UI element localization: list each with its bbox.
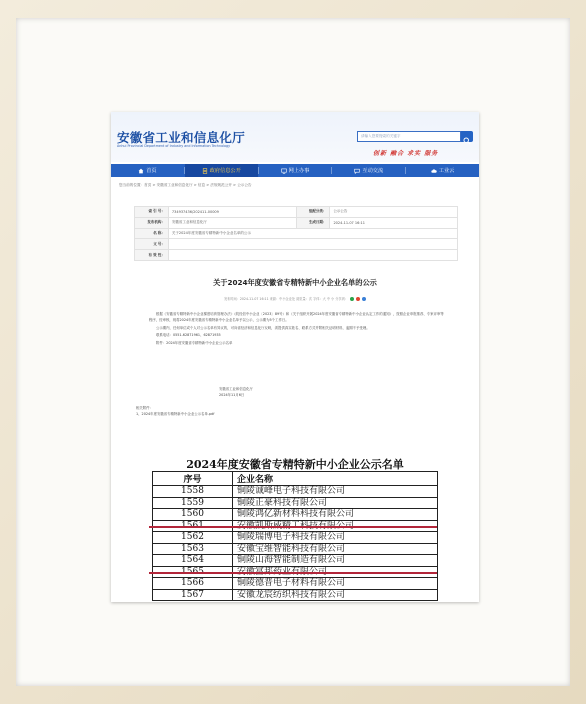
company-name: 铜陵鸿亿新材料科技有限公司 bbox=[233, 509, 438, 521]
list-title: 2024年度安徽省专精特新中小企业公示名单 bbox=[186, 458, 404, 471]
signoff bbox=[219, 386, 253, 398]
search-input[interactable]: 请输入您要搜索的关键字 bbox=[357, 131, 461, 142]
nav-item-industry-cloud[interactable] bbox=[406, 164, 479, 177]
company-name: 安徽龙宸纺织科技有限公司 bbox=[233, 589, 438, 601]
column-header: 企业名称 bbox=[233, 472, 438, 486]
info-table bbox=[134, 206, 458, 261]
monitor-icon bbox=[281, 168, 287, 174]
document-meta bbox=[111, 296, 479, 301]
site-slogan: 创新 融合 求实 服务 bbox=[373, 150, 439, 157]
company-name: 铜陵瑞博电子科技有限公司 bbox=[233, 532, 438, 544]
table-row bbox=[153, 532, 438, 544]
meta-text: 发布时间：2024-11-07 16:11 来源：中小企业处 浏览量：次 字体：大 中 小 分享到： bbox=[223, 297, 348, 301]
info-value: 公示公告 bbox=[330, 207, 458, 218]
company-name: 安徽宝维智能科技有限公司 bbox=[233, 543, 438, 555]
site-subtitle: Anhui Provincial Department of Industry and Information Technology bbox=[117, 144, 231, 148]
signoff-org: 安徽省工业和信息化厅 bbox=[219, 387, 253, 391]
info-value bbox=[168, 250, 457, 261]
nav-label: 首页 bbox=[146, 168, 157, 174]
company-name: 铜陵德普电子材料有限公司 bbox=[233, 578, 438, 590]
breadcrumb[interactable]: 您当前的位置：首页 > 安徽省工业和信息化厅 > 信息 > 法规规范公开 > 公示公告 bbox=[119, 183, 252, 187]
row-number: 1566 bbox=[153, 578, 233, 590]
info-label: 索 引 号： bbox=[135, 207, 169, 218]
document-body bbox=[149, 311, 445, 347]
nav-item-interaction[interactable] bbox=[332, 164, 405, 177]
info-value: 安徽省工业和信息化厅 bbox=[168, 217, 296, 228]
search-icon bbox=[463, 137, 471, 145]
row-number: 1563 bbox=[153, 543, 233, 555]
company-list-zoom bbox=[111, 452, 479, 602]
info-value: 2024-11-07 16:11 bbox=[330, 217, 458, 228]
main-nav bbox=[111, 164, 479, 177]
info-label: 文 号： bbox=[135, 239, 169, 250]
table-header-row bbox=[153, 472, 438, 486]
site-title[interactable]: 安徽省工业和信息化厅 bbox=[117, 130, 246, 145]
document-icon bbox=[202, 168, 208, 174]
info-value: 734937436/202411-00009 bbox=[168, 207, 296, 218]
nav-label: 政府信息公开 bbox=[209, 168, 241, 174]
info-label: 生成日期： bbox=[296, 217, 330, 228]
nav-item-online-service[interactable] bbox=[259, 164, 332, 177]
table-row bbox=[153, 555, 438, 567]
attachments bbox=[136, 405, 214, 417]
share-qq-icon[interactable] bbox=[362, 297, 366, 301]
attachments-label: 相关附件： bbox=[136, 406, 153, 410]
info-label: 组配分类： bbox=[296, 207, 330, 218]
attachment-link[interactable]: 1、2024年度安徽省专精特新中小企业公示名单.pdf bbox=[136, 412, 215, 416]
nav-label: 网上办事 bbox=[288, 168, 310, 174]
row-number: 1560 bbox=[153, 509, 233, 521]
share-wechat-icon[interactable] bbox=[350, 297, 354, 301]
nav-item-home[interactable] bbox=[111, 164, 184, 177]
table-row bbox=[153, 497, 438, 509]
info-label: 名 称： bbox=[135, 228, 169, 239]
company-name: 铜陵正豪科技有限公司 bbox=[233, 497, 438, 509]
info-value bbox=[168, 239, 457, 250]
printed-page bbox=[111, 112, 479, 602]
body-paragraph: 公示期内，任何单位或个人对公示名单有异议的，可向省经济和信息化厅反映，须提供真实姓名、联系方式并附相关证明材料，逾期不予受理。 bbox=[156, 325, 370, 330]
nav-item-gov-info[interactable] bbox=[185, 164, 258, 177]
info-label: 发布机构： bbox=[135, 217, 169, 228]
table-row bbox=[153, 589, 438, 601]
info-label: 有 效 性： bbox=[135, 250, 169, 261]
cloud-icon bbox=[431, 168, 437, 174]
row-number: 1564 bbox=[153, 555, 233, 567]
nav-label: 工业云 bbox=[438, 168, 455, 174]
document-title: 关于2024年度安徽省专精特新中小企业名单的公示 bbox=[213, 278, 377, 287]
highlight-underline bbox=[149, 572, 437, 574]
highlight-underline bbox=[149, 526, 437, 528]
body-paragraph: 联系电话：0551-62871961、62871935 bbox=[156, 333, 221, 338]
nav-label: 互动交流 bbox=[362, 168, 384, 174]
company-name: 铜陵山海智能制造有限公司 bbox=[233, 555, 438, 567]
table-row bbox=[153, 578, 438, 590]
table-row bbox=[153, 543, 438, 555]
info-value: 关于2024年度安徽省专精特新中小企业名单的公示 bbox=[168, 228, 457, 239]
attachment-note: 附件：2024年度安徽省专精特新中小企业公示名单 bbox=[156, 340, 233, 345]
table-row bbox=[153, 486, 438, 498]
chat-icon bbox=[354, 168, 360, 174]
company-table bbox=[152, 471, 438, 601]
site-header bbox=[111, 112, 479, 162]
row-number: 1559 bbox=[153, 497, 233, 509]
table-row bbox=[153, 509, 438, 521]
row-number: 1567 bbox=[153, 589, 233, 601]
company-name: 铜陵诚峰电子科技有限公司 bbox=[233, 486, 438, 498]
body-paragraph: 根据《安徽省专精特新中小企业梯度培育管理办法》（皖经信中小企业〔2023〕89号）和《关于组织开展2024年度安徽省专精特新中小企业认定工作的通知》，按照企业申报推荐、专家评审等程序，经审核，现将2024年度安徽省专精特新中小企业名单予以公示，公示期为5个工作日。 bbox=[149, 312, 444, 323]
search-button[interactable] bbox=[461, 131, 473, 142]
row-number: 1562 bbox=[153, 532, 233, 544]
home-icon bbox=[138, 168, 144, 174]
share-weibo-icon[interactable] bbox=[356, 297, 360, 301]
signoff-date: 2024年11月6日 bbox=[219, 393, 245, 397]
row-number: 1558 bbox=[153, 486, 233, 498]
column-header: 序号 bbox=[153, 472, 233, 486]
